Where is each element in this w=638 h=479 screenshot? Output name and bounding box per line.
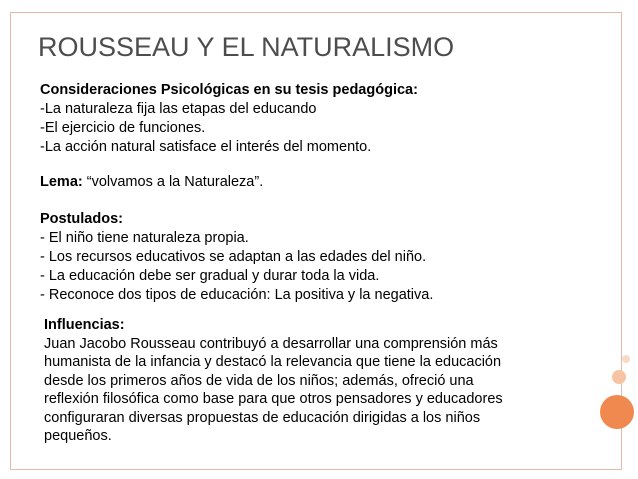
postulados-heading: Postulados: <box>40 211 123 227</box>
postulados-item: - La educación debe ser gradual y durar toda la vida. <box>40 268 380 284</box>
consideraciones-item: -La naturaleza fija las etapas del educando <box>40 101 317 117</box>
influencias-line: Juan Jacobo Rousseau contribuyó a desarrollar una comprensión más <box>44 335 498 352</box>
lema-label: Lema: <box>40 174 83 190</box>
influencias-section <box>44 316 503 446</box>
lema-text: “volvamos a la Naturaleza”. <box>82 174 264 190</box>
consideraciones-item: -La acción natural satisface el interés del momento. <box>40 139 372 155</box>
postulados-item: - Los recursos educativos se adaptan a las edades del niño. <box>40 249 427 265</box>
postulados-item: - Reconoce dos tipos de educación: La positiva y la negativa. <box>40 287 434 303</box>
consideraciones-section <box>40 81 418 157</box>
postulados-item: - El niño tiene naturaleza propia. <box>40 230 249 246</box>
lema-section <box>40 173 263 192</box>
consideraciones-item: -El ejercicio de funciones. <box>40 120 206 136</box>
influencias-line: pequeños. <box>44 428 112 444</box>
decorative-dot-large <box>600 395 634 429</box>
influencias-heading: Influencias: <box>44 317 125 333</box>
influencias-line: configuraran diversas propuestas de educación dirigidas a los niños <box>44 409 481 426</box>
decorative-dot-tiny <box>622 355 630 363</box>
consideraciones-heading: Consideraciones Psicológicas en su tesis pedagógica: <box>40 82 418 98</box>
decorative-dot-small <box>612 370 626 384</box>
influencias-line: reflexión filosófica como base para que otros pensadores y educadores <box>44 391 503 407</box>
influencias-line: humanista de la infancia y destacó la relevancia que tiene la educación <box>44 354 502 370</box>
slide-title: ROUSSEAU Y EL NATURALISMO <box>38 32 455 62</box>
influencias-line: desde los primeros años de vida de los niños; además, ofreció una <box>44 372 474 389</box>
postulados-section <box>40 210 433 305</box>
